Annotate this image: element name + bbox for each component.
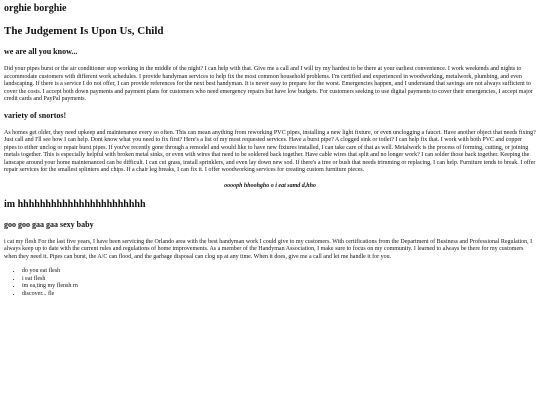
section-paragraph-2: As homes get older, they need upkeep and maintenance every so often. This can mean anything from reworking PVC pipes, installing a new light fixture, or even unclogging a faucet. Have another object that needs fixing? Just call and I'll see how I can help. Dont know what you need to fix first? Here's a list of my most requested services. Have a burst pipe? A clogged sink or toilet? I can help fix that. I work with both PVC and copper pipes to either unclog or repair burst pipes. If you've recently gone through a remodel and would like to have new fixtures installed, I can take care of that as well. Metalwork is the process of forming, cutting, or joining metals together. This is especially helpful with broken metal sinks, or even with wires that need to be soldered back together. Have cable wires that split and no longer work? I can solder those back together. Keeping the lanscape around your home maintenanced can be difficult. I can cut grass, install sprinklers, and even lay down new sod. If there's a tree or bush that needs trimming or replacing, I can help. Furniture tends to break. I offer repair services for the smallest splinters and chips. If a chair leg breaks, I can fix it. I offer woodworking services for creating custom furniture pieces. [4,129,536,173]
page-title: The Judgement Is Upon Us, Child [4,25,164,37]
list-item: • i eat flesh [22,276,536,284]
signature-line: ooooph hhoohgho o i eat samd d,hho [224,182,316,189]
section-paragraph-3: i cat my flesh For the last five years, I have been servicing the Orlando area with the best handyman work I could give to my customers. With certifications from the Department of Business and Professional Regulation, I always keep up to date with the current rules and regulations of home improvements. As a member of the Handyman Association, I make sure to focus on my community. I learned to always be there for my customers when they need it. Pipes can burst, the A/C can flood, and the garbage disposal can clog up at any time. When it does, give me a call and let me handle it for you. [4,238,533,260]
section-heading-2: variety of snortos! [4,110,67,120]
section-heading-1: we are all you know... [4,47,78,56]
section-paragraph-1: Did your pipes burst or the air conditioner stop working in the middle of the night? I can help with that. Give me a call and I will try my hardest to be there at your earliest convenience. I work weekends and nights to accommodate customers with different work schedules. I provide handyman services to help fix the most common household problems. I'm certified and experienced in woodworking, metalwork, plumbing, and even landscaping. If there is a service I do not offer, I can provide references for the next best handyman. It is never easy to prepare for the worst. Emergencies happen, and I understand that savings are not always sufficient to cover the costs. I accept both down payments and payment plans for customers who need emergency repairs but have low budgets. For customers seeking to use digital payments to cover their emergencies, I accept major credit cards and PayPal payments. [4,66,533,102]
site-title: orghie borghie [4,3,67,14]
bullet-list [4,268,536,299]
list-item: • discover... fle [22,291,536,299]
section-heading-3: goo goo gaa gaa sexy baby [4,219,94,229]
list-item: • do you eat flesh [22,268,536,276]
big-heading: im hhhhhhhhhhhhhhhhhhhhhhh [4,198,146,210]
list-item: • im ea,ting my flensh rn [22,283,536,291]
